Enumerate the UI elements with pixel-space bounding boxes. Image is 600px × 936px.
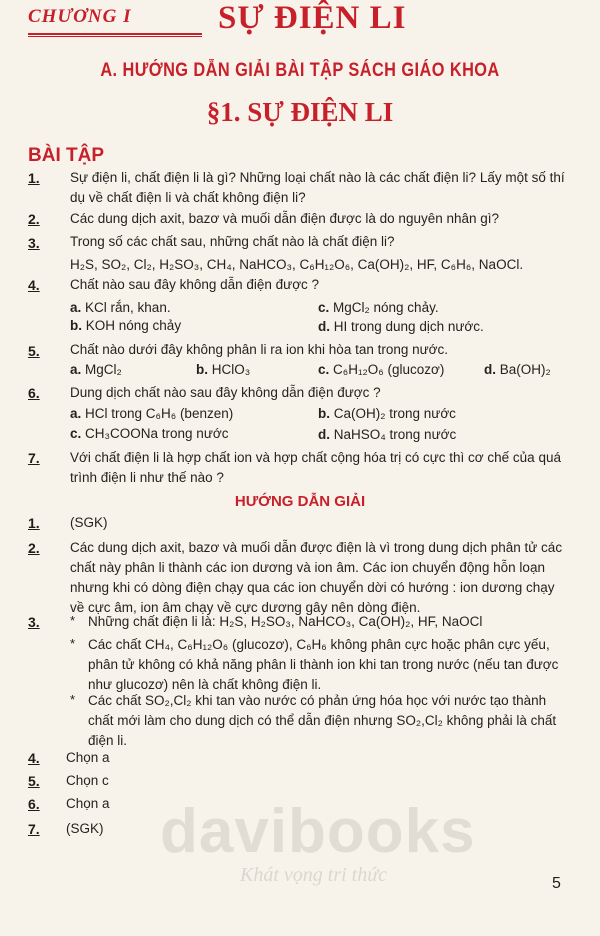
substance-list: H₂S, SO₂, Cl₂, H₂SO₃, CH₄, NaHCO₃, C₆H₁₂O₆, Ca(OH)₂, HF, C₆H₆, NaOCl.	[70, 257, 524, 272]
answer-text: (SGK)	[70, 515, 108, 530]
question-text: Dung dịch chất nào sau đây không dẫn điện được ?	[70, 385, 381, 400]
answer-text: (SGK)	[66, 821, 104, 836]
question-number: 2.	[28, 211, 40, 227]
chapter-underline	[28, 33, 202, 35]
option-d: d. HI trong dung dịch nước.	[318, 319, 484, 334]
answer-number: 3.	[28, 614, 40, 630]
question-text: Chất nào sau đây không dẫn điện được ?	[70, 277, 320, 292]
question-text: Các dung dịch axit, bazơ và muối dẫn điện được là do nguyên nhân gì?	[70, 211, 500, 226]
answer-bullet: Các chất CH₄, C₆H₁₂O₆ (glucozơ), C₆H₆ không phân cực hoặc phân cực yếu, phân tử không có khả năng phân li thành ion khi tan trong nước (nếu tan được như glucozơ) nên là chất không điện li.	[88, 637, 559, 692]
answer-number: 6.	[28, 796, 40, 812]
section-1-heading: §1. SỰ ĐIỆN LI	[206, 97, 394, 127]
chapter-underline-thin	[28, 36, 202, 37]
question-number: 7.	[28, 450, 40, 466]
question-number: 3.	[28, 235, 40, 251]
answer-text: Chọn c	[66, 773, 109, 788]
option-a: a. HCl trong C₆H₆ (benzen)	[70, 406, 234, 421]
question-text: Với chất điện li là hợp chất ion và hợp chất cộng hóa trị có cực thì cơ chế của quá trình điện li như thế nào ?	[70, 450, 561, 485]
page-number: 5	[552, 875, 561, 892]
option-c: c. MgCl₂ nóng chảy.	[318, 300, 439, 315]
watermark-brand: davibooks	[160, 797, 476, 866]
answer-text: Chọn a	[66, 750, 110, 765]
answer-number: 5.	[28, 773, 40, 789]
chapter-label: CHƯƠNG I	[28, 6, 132, 27]
answer-text: Chọn a	[66, 796, 110, 811]
answer-number: 4.	[28, 750, 40, 766]
option-d: d. Ba(OH)₂	[484, 362, 551, 377]
question-number: 4.	[28, 277, 40, 293]
option-a: a. MgCl₂	[70, 362, 122, 377]
option-d: d. NaHSO₄ trong nước	[318, 427, 457, 442]
watermark-slogan: Khát vọng tri thức	[240, 864, 388, 886]
answer-bullet: Các chất SO₂,Cl₂ khi tan vào nước có phản ứng hóa học với nước tạo thành chất mới làm cho dung dịch có thể dẫn điện nhưng SO₂,Cl₂ không phải là chất điện li.	[88, 693, 557, 748]
option-c: c. C₆H₁₂O₆ (glucozơ)	[318, 362, 445, 377]
answer-number: 7.	[28, 821, 40, 837]
answer-text: Các dung dịch axit, bazơ và muối dẫn được điện là vì trong dung dịch phân tử các chất này phân li thành các ion dương và ion âm. Các ion chuyển động hỗn loạn nhưng khi có dòng điện chạy qua các ion chuyển dời có hướng : ion dương chạy về cực âm, ion âm chạy về cực dương gây nên dòng điện.	[70, 540, 563, 615]
bullet-marker: *	[70, 613, 76, 628]
option-b: b. Ca(OH)₂ trong nước	[318, 406, 456, 421]
question-text: Sự điện li, chất điện li là gì? Những loại chất nào là các chất điện li? Lấy một số thí dụ về chất điện li và chất không điện li?	[70, 170, 565, 205]
question-text: Chất nào dưới đây không phân li ra ion khi hòa tan trong nước.	[70, 342, 449, 357]
question-number: 6.	[28, 385, 40, 401]
option-c: c. CH₃COONa trong nước	[70, 426, 229, 441]
answer-number: 1.	[28, 515, 40, 531]
chapter-title: SỰ ĐIỆN LI	[218, 0, 407, 36]
section-a-heading: A. HƯỚNG DẪN GIẢI BÀI TẬP SÁCH GIÁO KHOA	[100, 60, 500, 81]
question-number: 5.	[28, 343, 40, 359]
answer-number: 2.	[28, 540, 40, 556]
option-b: b. HClO₃	[196, 362, 251, 377]
answer-bullet: Những chất điện li là: H₂S, H₂SO₃, NaHCO₃, Ca(OH)₂, HF, NaOCl	[88, 614, 483, 629]
option-a: a. KCl rắn, khan.	[70, 300, 171, 315]
option-b: b. KOH nóng chảy	[70, 318, 182, 333]
question-text: Trong số các chất sau, những chất nào là chất điện li?	[70, 234, 395, 249]
bullet-marker: *	[70, 636, 76, 651]
question-number: 1.	[28, 170, 40, 186]
bullet-marker: *	[70, 692, 76, 707]
exercises-heading: BÀI TẬP	[28, 145, 104, 166]
solutions-heading: HƯỚNG DẪN GIẢI	[234, 493, 366, 510]
